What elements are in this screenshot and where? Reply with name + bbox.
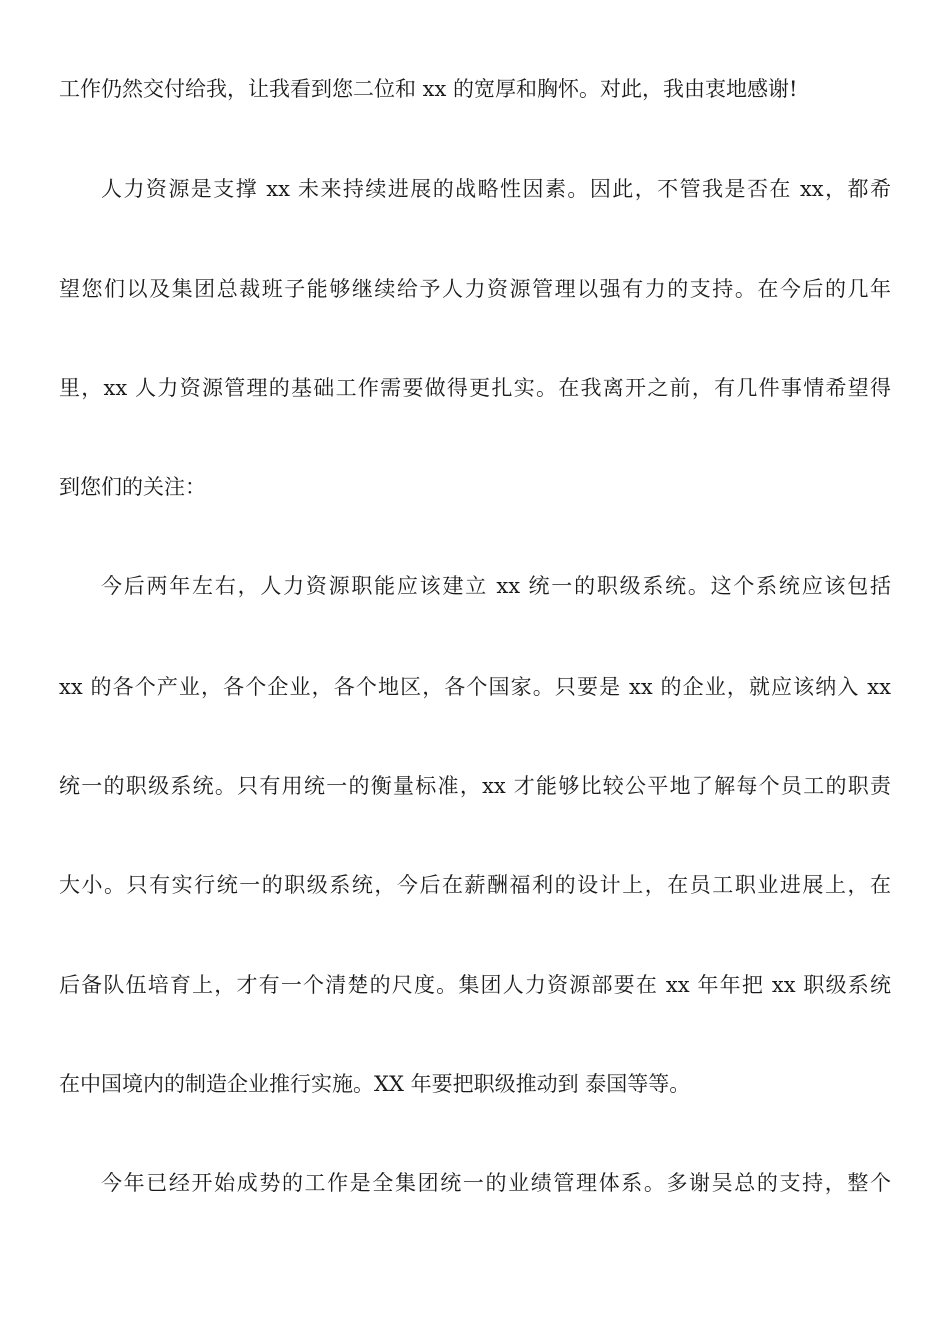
paragraph-4-line-1: 今年已经开始成势的工作是全集团统一的业绩管理体系。多谢吴总的支持，整个 [101, 1171, 891, 1195]
paragraph-3-line-2: xx 的各个产业，各个企业，各个地区，各个国家。只要是 xx 的企业，就应该纳入 xx [59, 675, 891, 699]
paragraph-3-line-3: 统一的职级系统。只有用统一的衡量标准，xx 才能够比较公平地了解每个员工的职责 [59, 774, 891, 798]
paragraph-3-line-6: 在中国境内的制造企业推行实施。XX 年要把职级推动到 泰国等等。 [59, 1072, 691, 1096]
paragraph-2-line-1: 人力资源是支撑 xx 未来持续进展的战略性因素。因此，不管我是否在 xx，都希 [101, 177, 891, 201]
paragraph-2-line-4: 到您们的关注： [59, 475, 206, 499]
paragraph-3-line-4: 大小。只有实行统一的职级系统，今后在薪酬福利的设计上，在员工职业进展上，在 [59, 873, 891, 897]
paragraph-2-line-3: 里，xx 人力资源管理的基础工作需要做得更扎实。在我离开之前，有几件事情希望得 [59, 376, 891, 400]
paragraph-3-line-5: 后备队伍培育上，才有一个清楚的尺度。集团人力资源部要在 xx 年年把 xx 职级系统 [59, 973, 891, 997]
paragraph-1-line-1: 工作仍然交付给我，让我看到您二位和 xx 的宽厚和胸怀。对此，我由衷地感谢! [59, 77, 798, 101]
paragraph-2-line-2: 望您们以及集团总裁班子能够继续给予人力资源管理以强有力的支持。在今后的几年 [59, 277, 891, 301]
paragraph-3-line-1: 今后两年左右，人力资源职能应该建立 xx 统一的职级系统。这个系统应该包括 [101, 574, 891, 598]
